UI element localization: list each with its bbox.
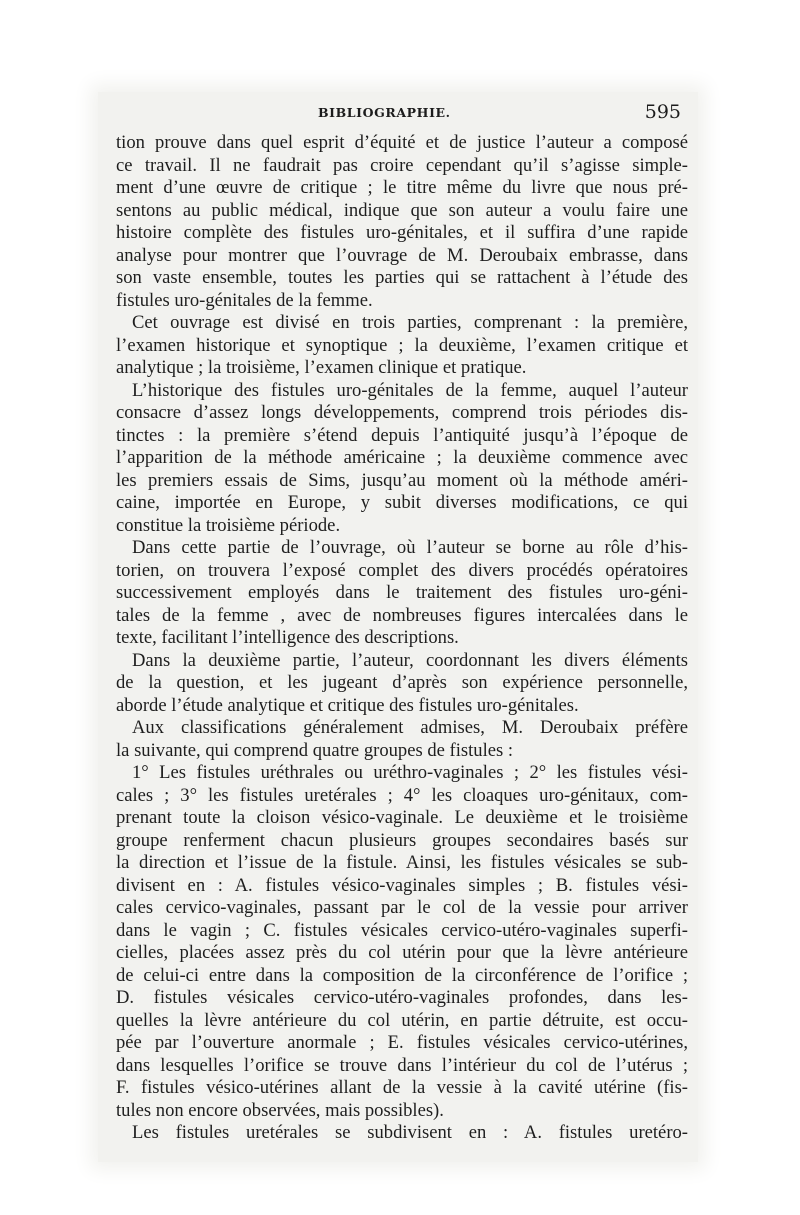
text-line: histoire complète des fistules uro-génitales, et il suffira d’une rapide bbox=[116, 222, 688, 243]
text-line: tales de la femme , avec de nombreuses figures intercalées dans le bbox=[116, 604, 688, 626]
text-line: quelles la lèvre antérieure du col utérin, en partie détruite, est occu- bbox=[116, 1009, 688, 1031]
page-number: 595 bbox=[644, 101, 681, 123]
text-line: pée par l’ouverture anormale ; E. fistules vésicales cervico-utérines, bbox=[116, 1032, 688, 1053]
text-line: la direction et l’issue de la fistule. Ainsi, les fistules vésicales se sub- bbox=[116, 852, 688, 873]
text-line: Les fistules uretérales se subdivisent en : A. fistules uretéro- bbox=[132, 1122, 688, 1143]
text-line: de la question, et les jugeant d’après son expérience personnelle, bbox=[116, 672, 688, 693]
text-line: successivement employés dans le traitement des fistules uro-géni- bbox=[116, 582, 688, 603]
text-line: D. fistules vésicales cervico-utéro-vaginales profondes, dans les- bbox=[116, 987, 688, 1008]
text-line: cales cervico-vaginales, passant par le col de la vessie pour arriver bbox=[116, 897, 688, 918]
text-line: Aux classifications généralement admises, M. Deroubaix préfère bbox=[132, 717, 688, 738]
running-title: BIBLIOGRAPHIE. bbox=[318, 105, 451, 120]
text-line: analytique ; la troisième, l’examen clinique et pratique. bbox=[116, 357, 527, 378]
text-line: L’historique des fistules uro-génitales de la femme, auquel l’auteur bbox=[132, 379, 688, 401]
text-line: ment d’une œuvre de critique ; le titre même du livre que nous pré- bbox=[116, 177, 688, 198]
text-line: les premiers essais de Sims, jusqu’au moment où la méthode améri- bbox=[116, 469, 688, 491]
text-line: la suivante, qui comprend quatre groupes de fistules : bbox=[116, 739, 514, 761]
text-line: prenant toute la cloison vésico-vaginale. Le deuxième et le troisième bbox=[116, 807, 688, 828]
text-line: analyse pour montrer que l’ouvrage de M. Deroubaix embrasse, dans bbox=[116, 244, 688, 266]
text-line: tinctes : la première s’étend depuis l’antiquité jusqu’à l’époque de bbox=[116, 424, 688, 446]
text-line: Dans cette partie de l’ouvrage, où l’auteur se borne au rôle d’his- bbox=[132, 537, 688, 558]
text-line: 1° Les fistules uréthrales ou uréthro-vaginales ; 2° les fistules vési- bbox=[132, 762, 688, 783]
page-header bbox=[112, 101, 687, 127]
text-line: Dans la deuxième partie, l’auteur, coordonnant les divers éléments bbox=[132, 649, 688, 671]
text-line: constitue la troisième période. bbox=[116, 514, 341, 536]
text-line: groupe renferment chacun plusieurs groupes secondaires basés sur bbox=[116, 829, 688, 851]
text-line: divisent en : A. fistules vésico-vaginales simples ; B. fistules vési- bbox=[116, 874, 688, 896]
text-line: l’examen historique et synoptique ; la deuxième, l’examen critique et bbox=[116, 334, 688, 356]
text-line: caine, importée en Europe, y subit diverses modifications, ce qui bbox=[116, 492, 688, 513]
text-line: torien, on trouvera l’exposé complet des divers procédés opératoires bbox=[116, 559, 688, 581]
text-line: son vaste ensemble, toutes les parties qui se rattachent à l’étude des bbox=[116, 267, 688, 288]
text-line: aborde l’étude analytique et critique des fistules uro-génitales. bbox=[116, 694, 579, 716]
text-line: cielles, placées assez près du col utérin pour que la lèvre antérieure bbox=[116, 942, 688, 963]
text-line: F. fistules vésico-utérines allant de la vessie à la cavité utérine (fis- bbox=[116, 1077, 688, 1098]
text-line: ce travail. Il ne faudrait pas croire cependant qu’il s’agisse simple- bbox=[116, 154, 688, 176]
text-line: tules non encore observées, mais possibles). bbox=[116, 1099, 444, 1121]
text-line: Cet ouvrage est divisé en trois parties, comprenant : la première, bbox=[132, 312, 688, 333]
text-line: texte, facilitant l’intelligence des descriptions. bbox=[116, 627, 459, 648]
text-line: dans lesquelles l’orifice se trouve dans l’intérieur du col de l’utérus ; bbox=[116, 1054, 688, 1076]
text-line: tion prouve dans quel esprit d’équité et de justice l’auteur a composé bbox=[116, 132, 688, 153]
text-line: cales ; 3° les fistules uretérales ; 4° les cloaques uro-génitaux, com- bbox=[116, 784, 688, 806]
text-line: de celui-ci entre dans la composition de la circonférence de l’orifice ; bbox=[116, 964, 688, 986]
text-line: fistules uro-génitales de la femme. bbox=[116, 289, 373, 311]
body-text bbox=[116, 132, 688, 1145]
text-line: l’apparition de la méthode américaine ; la deuxième commence avec bbox=[116, 447, 688, 468]
text-line: dans le vagin ; C. fistules vésicales cervico-utéro-vaginales superfi- bbox=[116, 919, 688, 941]
text-line: consacre d’assez longs développements, comprend trois périodes dis- bbox=[116, 402, 688, 423]
text-line: sentons au public médical, indique que son auteur a voulu faire une bbox=[116, 199, 688, 221]
